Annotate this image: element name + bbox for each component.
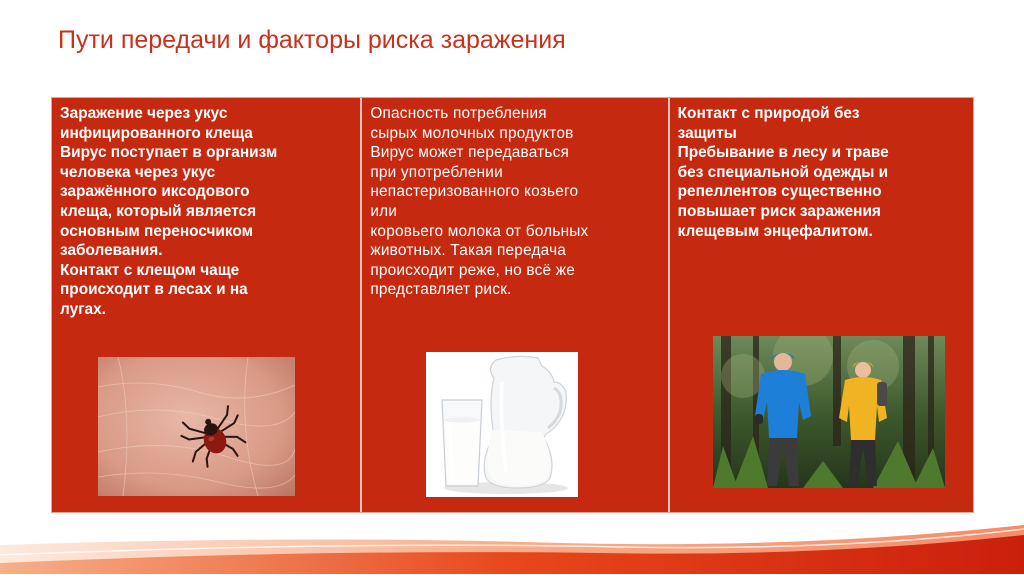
column-nature-contact: [668, 98, 973, 512]
column-text: [678, 104, 965, 241]
text-line: непастеризованного козьего: [370, 183, 579, 201]
text-line: представляет риск.: [370, 281, 512, 299]
text-line: или: [370, 202, 398, 220]
text-line: заражённого иксодового: [60, 183, 250, 201]
column-text: [370, 104, 659, 300]
text-line: Опасность потребления: [370, 105, 547, 122]
hikers-in-forest-image: [713, 336, 945, 488]
tick-on-skin-image: [98, 357, 295, 496]
text-line: клеща, который является: [60, 202, 257, 220]
text-line: Контакт с природой без: [677, 105, 860, 122]
text-line: лугах.: [60, 300, 106, 318]
text-line: при употреблении: [370, 163, 503, 181]
text-line: заболевания.: [60, 242, 163, 260]
text-line: животных. Такая передача: [370, 242, 567, 260]
content-table: [51, 97, 974, 513]
text-line: повышает риск заражения: [677, 202, 881, 220]
text-line: коровьего молока от больных: [370, 222, 589, 240]
decorative-wave: [0, 505, 1024, 574]
text-line: происходит в лесах и на: [60, 281, 248, 299]
milk-glass-jug-image: [426, 352, 578, 497]
text-line: клещевым энцефалитом.: [677, 222, 873, 240]
slide-title: Пути передачи и факторы риска заражения: [58, 26, 566, 54]
text-line: защиты: [677, 124, 737, 142]
column-tick-bite: [52, 98, 360, 512]
text-line: Заражение через укус: [60, 105, 228, 122]
text-line: репеллентов существенно: [677, 183, 882, 201]
text-line: инфицированного клеща: [60, 124, 253, 142]
text-line: основным переносчиком: [60, 222, 253, 240]
text-line: без специальной одежды и: [677, 163, 889, 181]
text-line: человека через укус: [60, 163, 216, 181]
text-line: Контакт с клещом чаще: [60, 261, 240, 279]
text-line: сырых молочных продуктов: [370, 124, 574, 142]
column-text: [60, 104, 352, 320]
text-line: Пребывание в лесу и траве: [677, 144, 889, 162]
column-raw-milk: [360, 98, 667, 512]
text-line: происходит реже, но всё же: [370, 261, 575, 279]
text-line: Вирус поступает в организм: [60, 144, 278, 162]
text-line: Вирус может передаваться: [370, 144, 570, 162]
